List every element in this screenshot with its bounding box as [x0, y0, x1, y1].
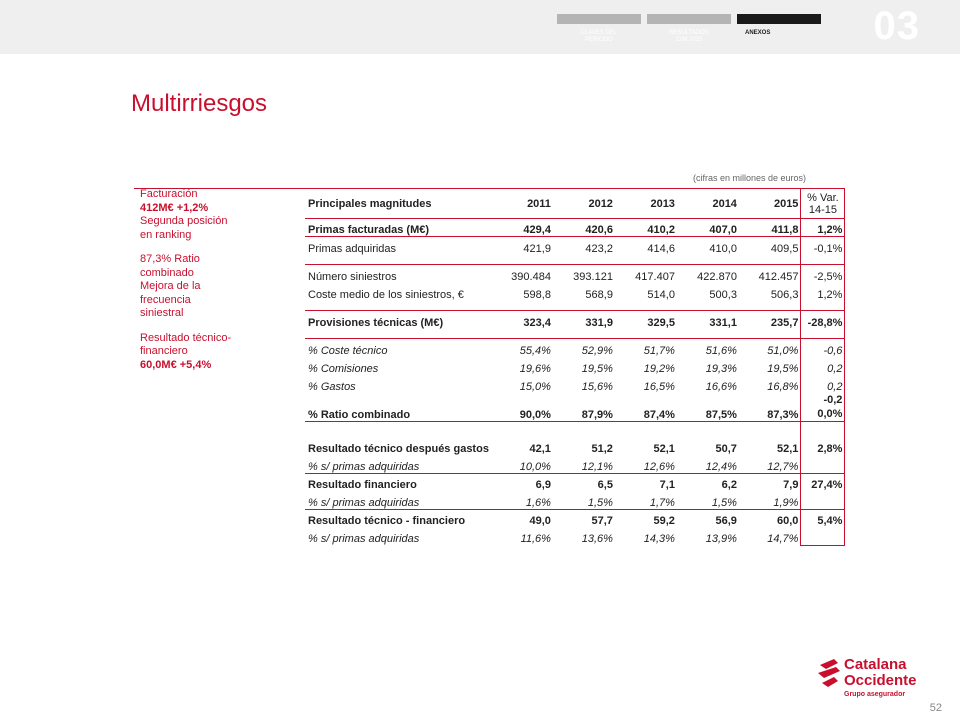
row-value: 51,6% — [677, 339, 739, 357]
header-label: Principales magnitudes — [305, 189, 491, 219]
row-variation: -0,2 0,0% — [801, 393, 845, 422]
table-spacer-row — [305, 255, 845, 265]
row-value: 51,0% — [739, 339, 801, 357]
row-value: 15,6% — [581, 380, 613, 393]
row-value: 12,7% — [767, 460, 799, 473]
row-value: 514,0 — [647, 288, 675, 301]
nav-tab-bar — [557, 14, 641, 24]
row-value: 1,5% — [587, 496, 613, 509]
header-year: 2015 — [739, 189, 801, 219]
spacer-cell — [553, 329, 615, 339]
row-variation: 2,8% — [801, 421, 845, 455]
row-value: 19,2% — [643, 362, 675, 375]
spacer-cell — [677, 301, 739, 311]
row-variation: 5,4% — [801, 509, 845, 527]
row-value: 19,5% — [767, 362, 799, 375]
spacer-cell — [801, 255, 845, 265]
row-value: 429,4 — [491, 219, 553, 237]
row-value: 410,2 — [615, 219, 677, 237]
nav-tab-label: CLAVES DEL PERIODO — [580, 30, 618, 43]
row-value: 14,3% — [643, 533, 675, 545]
row-value: 15,0% — [519, 380, 551, 393]
row-value: 19,5% — [581, 362, 613, 375]
sidebar-highlight-block — [140, 188, 300, 242]
row-value: 390.484 — [491, 265, 553, 283]
row-value: 407,0 — [677, 219, 739, 237]
row-value: 411,8 — [739, 219, 801, 237]
table-row — [305, 357, 845, 375]
sidebar-highlight-line: Facturación — [140, 188, 198, 200]
table-row — [305, 491, 845, 509]
row-label: Coste medio de los siniestros, € — [308, 288, 464, 301]
nav-tab-claves[interactable] — [557, 14, 641, 44]
spacer-cell — [553, 301, 615, 311]
row-value: 409,5 — [739, 237, 801, 255]
row-value: 331,1 — [677, 311, 739, 329]
row-value: 422.870 — [677, 265, 739, 283]
row-value: 16,5% — [643, 380, 675, 393]
row-value: 414,6 — [615, 237, 677, 255]
row-label: Provisiones técnicas (M€) — [305, 311, 491, 329]
row-value: 412.457 — [739, 265, 801, 283]
row-value: 6,9 — [491, 473, 553, 491]
row-value: 1,9% — [773, 496, 799, 509]
row-value: 235,7 — [739, 311, 801, 329]
logo-name-line1: Catalana — [844, 656, 907, 673]
row-value: 87,9% — [581, 408, 613, 421]
spacer-cell — [491, 301, 553, 311]
sidebar-highlight-line: financiero — [140, 345, 188, 357]
spacer-cell — [491, 329, 553, 339]
row-value: 60,0 — [739, 509, 801, 527]
row-label: Resultado técnico después gastos — [305, 421, 491, 455]
row-value: 59,2 — [615, 509, 677, 527]
table-row — [305, 455, 845, 473]
row-label: % s/ primas adquiridas — [308, 496, 420, 509]
row-label: % s/ primas adquiridas — [308, 460, 420, 473]
unit-note: (cifras en millones de euros) — [692, 173, 806, 183]
spacer-cell — [615, 255, 677, 265]
sidebar-highlight-line: Resultado técnico- — [140, 331, 232, 344]
highlights-sidebar — [140, 188, 300, 372]
row-value: 50,7 — [677, 421, 739, 455]
spacer-cell — [801, 329, 845, 339]
sidebar-highlight-line: 412M€ +1,2% — [140, 201, 209, 214]
row-variation: -0,1% — [801, 237, 845, 255]
sidebar-highlight-line: 87,3% Ratio — [140, 253, 200, 265]
header-year: 2013 — [615, 189, 677, 219]
row-value: 42,1 — [491, 421, 553, 455]
spacer-cell — [739, 301, 801, 311]
row-value: 49,0 — [491, 509, 553, 527]
row-value: 19,3% — [705, 362, 737, 375]
sidebar-highlight-block — [140, 253, 300, 321]
row-value: 14,7% — [767, 533, 799, 545]
spacer-cell — [615, 301, 677, 311]
nav-tab-label: ANEXOS — [745, 30, 771, 36]
row-value: 417.407 — [615, 265, 677, 283]
nav-tab-label: RESULTADOS 12M 2015 — [669, 30, 709, 43]
spacer-cell — [491, 255, 553, 265]
sidebar-highlight-line: Mejora de la — [140, 280, 201, 292]
row-value: 87,4% — [643, 408, 675, 421]
header-year: 2011 — [491, 189, 553, 219]
row-value: 13,9% — [705, 533, 737, 545]
table-row — [305, 265, 845, 283]
header-year: 2012 — [553, 189, 615, 219]
row-value: 87,5% — [705, 408, 737, 421]
table-row — [305, 339, 845, 357]
row-value: 323,4 — [491, 311, 553, 329]
row-value: 11,6% — [520, 533, 551, 545]
sidebar-gap — [140, 242, 300, 253]
table-spacer-row — [305, 329, 845, 339]
header-variation: % Var. 14-15 — [801, 189, 845, 219]
row-variation: -0,6 — [801, 339, 845, 357]
row-value: 1,7% — [649, 496, 675, 509]
table-row — [305, 311, 845, 329]
spacer-cell — [305, 255, 491, 265]
spacer-cell — [305, 329, 491, 339]
row-variation: -2,5% — [801, 265, 845, 283]
top-bar — [0, 0, 960, 54]
table-row — [305, 421, 845, 455]
row-label: Resultado técnico - financiero — [305, 509, 491, 527]
spacer-cell — [677, 329, 739, 339]
nav-tab-anexos[interactable] — [737, 14, 821, 37]
row-label: Resultado financiero — [305, 473, 491, 491]
table-row — [305, 527, 845, 545]
row-variation: 27,4% — [801, 473, 845, 491]
row-variation — [801, 455, 845, 473]
row-value: 7,9 — [739, 473, 801, 491]
row-value: 51,2 — [553, 421, 615, 455]
sidebar-highlight-line: Segunda posición — [140, 215, 228, 227]
table-row — [305, 219, 845, 237]
row-variation: 1,2% — [801, 219, 845, 237]
sidebar-highlight-block — [140, 332, 300, 373]
table-row — [305, 473, 845, 491]
row-value: 52,9% — [553, 339, 615, 357]
row-label: Primas adquiridas — [305, 237, 491, 255]
row-label: % Comisiones — [308, 362, 379, 375]
row-value: 1,5% — [711, 496, 737, 509]
row-value: 6,5 — [553, 473, 615, 491]
page-title: Multirriesgos — [131, 90, 268, 117]
sidebar-highlight-line: frecuencia — [140, 293, 191, 306]
row-value: 16,8% — [767, 380, 799, 393]
sidebar-highlight-line: en ranking — [140, 228, 192, 241]
row-label: Primas facturadas (M€) — [305, 219, 491, 237]
magnitudes-table — [305, 188, 845, 546]
row-value: 52,1 — [615, 421, 677, 455]
row-value: 16,6% — [705, 380, 737, 393]
sidebar-highlight-line: combinado — [140, 266, 194, 279]
page-number: 52 — [929, 702, 942, 714]
row-value: 420,6 — [553, 219, 615, 237]
row-value: 57,7 — [553, 509, 615, 527]
logo-subtitle: Grupo asegurador — [844, 691, 906, 698]
spacer-cell — [677, 255, 739, 265]
nav-tab-bar — [647, 14, 731, 24]
sidebar-highlight-line: 60,0M€ +5,4% — [140, 358, 212, 371]
row-value: 7,1 — [615, 473, 677, 491]
row-label: % Coste técnico — [305, 339, 491, 357]
row-label: % Gastos — [308, 380, 356, 393]
row-label: Número siniestros — [305, 265, 491, 283]
header-year: 2014 — [677, 189, 739, 219]
row-label: % Ratio combinado — [308, 408, 411, 421]
row-value: 410,0 — [677, 237, 739, 255]
row-value: 87,3% — [767, 408, 799, 421]
spacer-cell — [801, 301, 845, 311]
row-variation: 0,2 — [801, 357, 845, 375]
row-variation: 0,2 — [801, 375, 845, 393]
sidebar-highlight-line: siniestral — [140, 307, 184, 319]
row-value: 51,7% — [615, 339, 677, 357]
section-number: 03 — [873, 4, 920, 48]
row-value: 56,9 — [677, 509, 739, 527]
sidebar-gap — [140, 321, 300, 332]
row-value: 423,2 — [553, 237, 615, 255]
spacer-cell — [739, 329, 801, 339]
row-value: 598,8 — [523, 288, 551, 301]
row-value: 55,4% — [491, 339, 553, 357]
row-variation: -28,8% — [801, 311, 845, 329]
logo-mark-icon — [816, 659, 842, 689]
company-logo — [816, 655, 916, 701]
row-value: 90,0% — [519, 408, 551, 421]
row-value: 1,6% — [525, 496, 551, 509]
row-value: 506,3 — [770, 288, 799, 301]
row-value: 421,9 — [491, 237, 553, 255]
nav-tab-resultados[interactable] — [647, 14, 731, 44]
table-row — [305, 237, 845, 255]
table-spacer-row — [305, 301, 845, 311]
row-value: 10,0% — [519, 460, 551, 473]
spacer-cell — [739, 255, 801, 265]
row-value: 52,1 — [739, 421, 801, 455]
logo-name — [844, 657, 917, 689]
table-row — [305, 375, 845, 393]
row-value: 568,9 — [585, 288, 613, 301]
row-variation — [801, 527, 845, 545]
row-value: 6,2 — [677, 473, 739, 491]
spacer-cell — [305, 301, 491, 311]
table-header-row — [305, 189, 845, 219]
row-value: 12,6% — [643, 460, 675, 473]
nav-tab-bar — [737, 14, 821, 24]
row-value: 12,1% — [581, 460, 613, 473]
table-row — [305, 393, 845, 422]
row-value: 500,3 — [709, 288, 737, 301]
row-value: 19,6% — [519, 362, 551, 375]
spacer-cell — [615, 329, 677, 339]
row-value: 393.121 — [553, 265, 615, 283]
spacer-cell — [553, 255, 615, 265]
table-row — [305, 283, 845, 301]
table-row — [305, 509, 845, 527]
row-value: 13,6% — [581, 533, 613, 545]
row-variation: 1,2% — [801, 283, 845, 301]
row-variation — [801, 491, 845, 509]
row-label: % s/ primas adquiridas — [308, 533, 420, 545]
row-value: 12,4% — [705, 460, 737, 473]
row-value: 331,9 — [553, 311, 615, 329]
row-value: 329,5 — [615, 311, 677, 329]
logo-name-line2: Occidente — [844, 672, 917, 689]
